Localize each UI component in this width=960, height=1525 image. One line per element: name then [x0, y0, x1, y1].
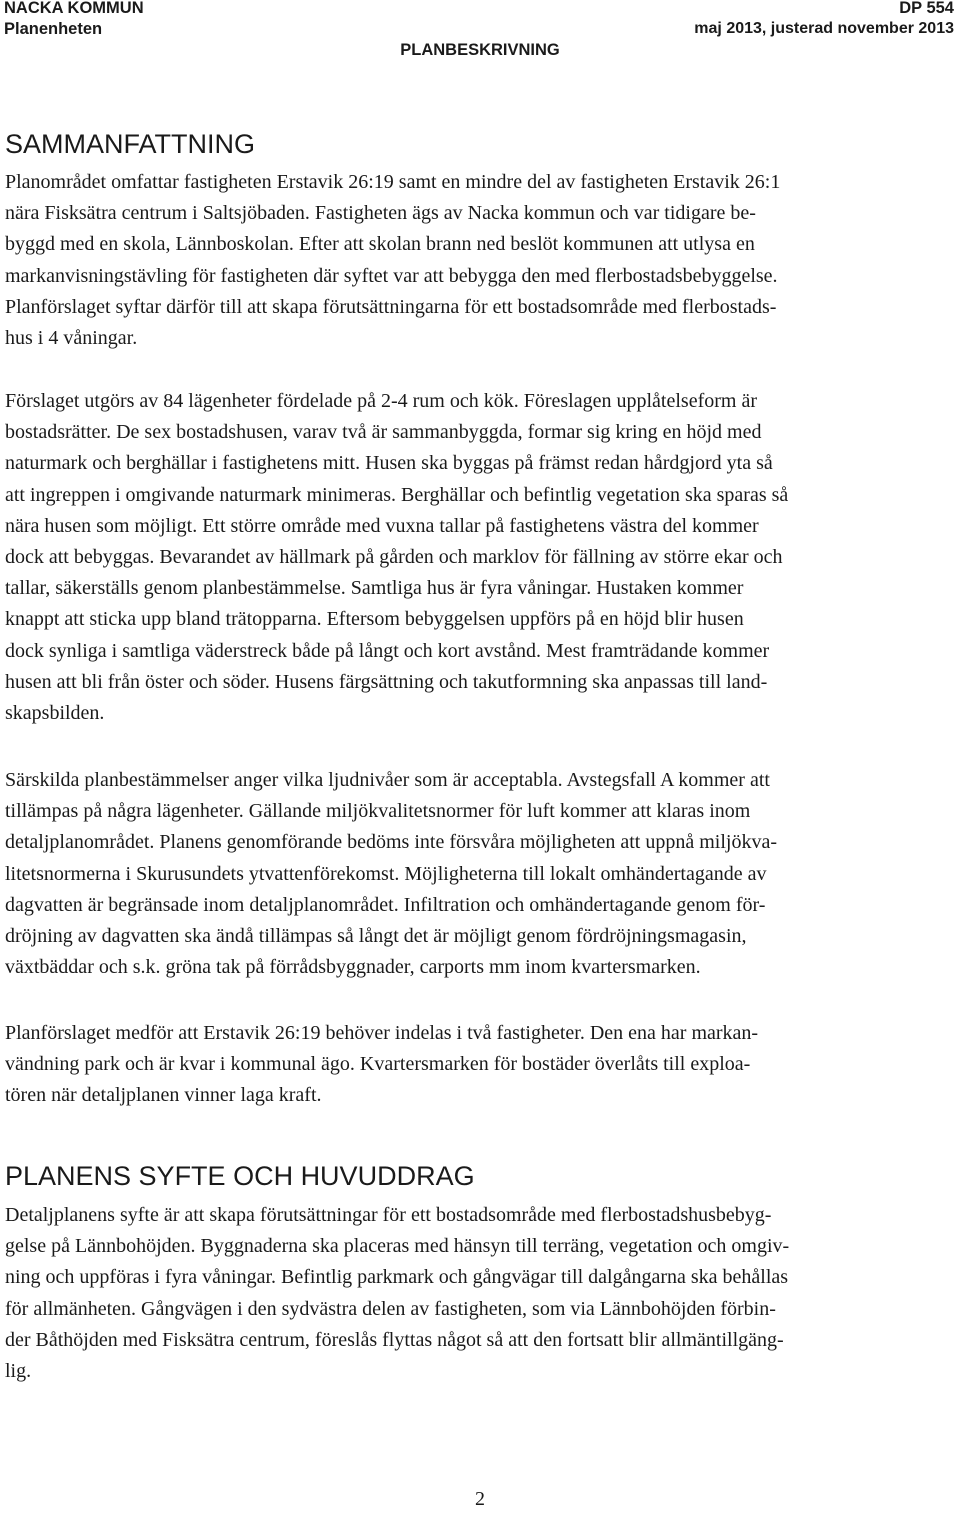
- text-line: Förslaget utgörs av 84 lägenheter fördelade på 2-4 rum och kök. Föreslagen upplåtelseform är: [5, 390, 757, 412]
- text-line: nära Fisksätra centrum i Saltsjöbaden. Fastigheten ägs av Nacka kommun och var tidigare be-: [5, 202, 756, 225]
- text-line: knappt att sticka upp bland trätopparna. Eftersom bebyggelsen uppförs på en höjd blir husen: [5, 608, 744, 631]
- text-line: nära husen som möjligt. Ett större område med vuxna tallar på fastighetens västra del kommer: [5, 514, 759, 537]
- text-line: gelse på Lännbohöjden. Byggnaderna ska placeras med hänsyn till terräng, vegetation och omgiv-: [5, 1235, 790, 1258]
- text-line: markanvisningstävling för fastigheten där syftet var att bebygga den med flerbostadsbebyggelse.: [5, 264, 778, 287]
- text-line: dock synliga i samtliga väderstreck både på långt och kort avstånd. Mest framträdande kommer: [5, 639, 770, 662]
- summary-paragraph: [5, 1018, 955, 1112]
- text-line: bostadsrätter. De sex bostadshusen, varav två är sammanbyggda, formar sig kring en höjd med: [5, 421, 762, 444]
- text-line: dagvatten är begränsade inom detaljplanområdet. Infiltration och omhändertagande genom för-: [5, 893, 766, 916]
- text-line: Planförslaget syftar därför till att skapa förutsättningarna för ett bostadsområde med flerbostads-: [5, 295, 777, 318]
- summary-paragraph: [5, 386, 955, 729]
- text-line: hus i 4 våningar.: [5, 327, 138, 350]
- document-type: PLANBESKRIVNING: [400, 41, 560, 59]
- text-line: litetsnormerna i Skurusundets ytvattenförekomst. Möjligheterna till lokalt omhändertagande av: [5, 862, 767, 885]
- document-date: maj 2013, justerad november 2013: [694, 20, 954, 37]
- text-line: dröjning av dagvatten ska ändå tillämpas så långt det är möjligt genom fördröjningsmagasin,: [5, 925, 747, 948]
- text-line: Detaljplanens syfte är att skapa förutsättningar för ett bostadsområde med flerbostadshusbebyg-: [5, 1204, 772, 1226]
- text-line: byggd med en skola, Lännboskolan. Efter att skolan brann ned beslöt kommunen att utlysa en: [5, 233, 755, 256]
- text-line: ning och uppföras i fyra våningar. Befintlig parkmark och gångvägar till dalgångarna ska behållas: [5, 1266, 789, 1289]
- text-line: Planförslaget medför att Erstavik 26:19 behöver indelas i två fastigheter. Den ena har markan-: [5, 1022, 759, 1044]
- text-line: vändning park och är kvar i kommunal ägo. Kvartersmarken för bostäder överlåts till exploa-: [5, 1053, 751, 1076]
- summary-paragraph: [5, 167, 955, 354]
- text-line: Planområdet omfattar fastigheten Erstavik 26:19 samt en mindre del av fastigheten Erstavik 26:1: [5, 171, 781, 193]
- text-line: naturmark och berghällar i fastighetens mitt. Husen ska byggas på främst redan hårdgjord yta så: [5, 452, 773, 475]
- text-line: husen att bli från öster och söder. Husens färgsättning och takutformning ska anpassas till land-: [5, 670, 768, 693]
- organization-name: NACKA KOMMUN: [4, 0, 144, 17]
- text-line: dock att bebyggas. Bevarandet av hällmark på gården och marklov för fällning av större ekar och: [5, 546, 783, 569]
- purpose-paragraph: [5, 1200, 955, 1387]
- section-heading-purpose: PLANENS SYFTE OCH HUVUDDRAG: [5, 1161, 475, 1191]
- text-line: tallar, säkerställs genom planbestämmelse. Samtliga hus är fyra våningar. Hustaken kommer: [5, 577, 744, 600]
- text-line: att ingreppen i omgivande naturmark minimeras. Berghällar och befintlig vegetation ska sparas så: [5, 483, 789, 506]
- text-line: skapsbilden.: [5, 702, 105, 725]
- text-line: för allmänheten. Gångvägen i den sydvästra delen av fastigheten, som via Lännbohöjden förbin-: [5, 1297, 776, 1320]
- text-line: tören när detaljplanen vinner laga kraft.: [5, 1084, 322, 1107]
- section-heading-summary: SAMMANFATTNING: [5, 129, 256, 159]
- summary-paragraph: [5, 765, 955, 983]
- page-number: 2: [475, 1488, 485, 1510]
- text-line: växtbäddar och s.k. gröna tak på förrådsbyggnader, carports mm inom kvartersmarken.: [5, 956, 701, 979]
- text-line: der Båthöjden med Fisksätra centrum, föreslås flyttas något så att den fortsatt blir allmäntillgäng-: [5, 1328, 784, 1351]
- document-id: DP 554: [899, 0, 954, 17]
- text-line: Särskilda planbestämmelser anger vilka ljudnivåer som är acceptabla. Avstegsfall A kommer att: [5, 769, 770, 791]
- text-line: detaljplanområdet. Planens genomförande bedöms inte försvåra möjligheten att uppnå miljökva-: [5, 831, 778, 854]
- text-line: lig.: [5, 1360, 32, 1383]
- department-name: Planenheten: [4, 20, 103, 38]
- text-line: tillämpas på några lägenheter. Gällande miljökvalitetsnormer för luft kommer att klaras inom: [5, 800, 751, 823]
